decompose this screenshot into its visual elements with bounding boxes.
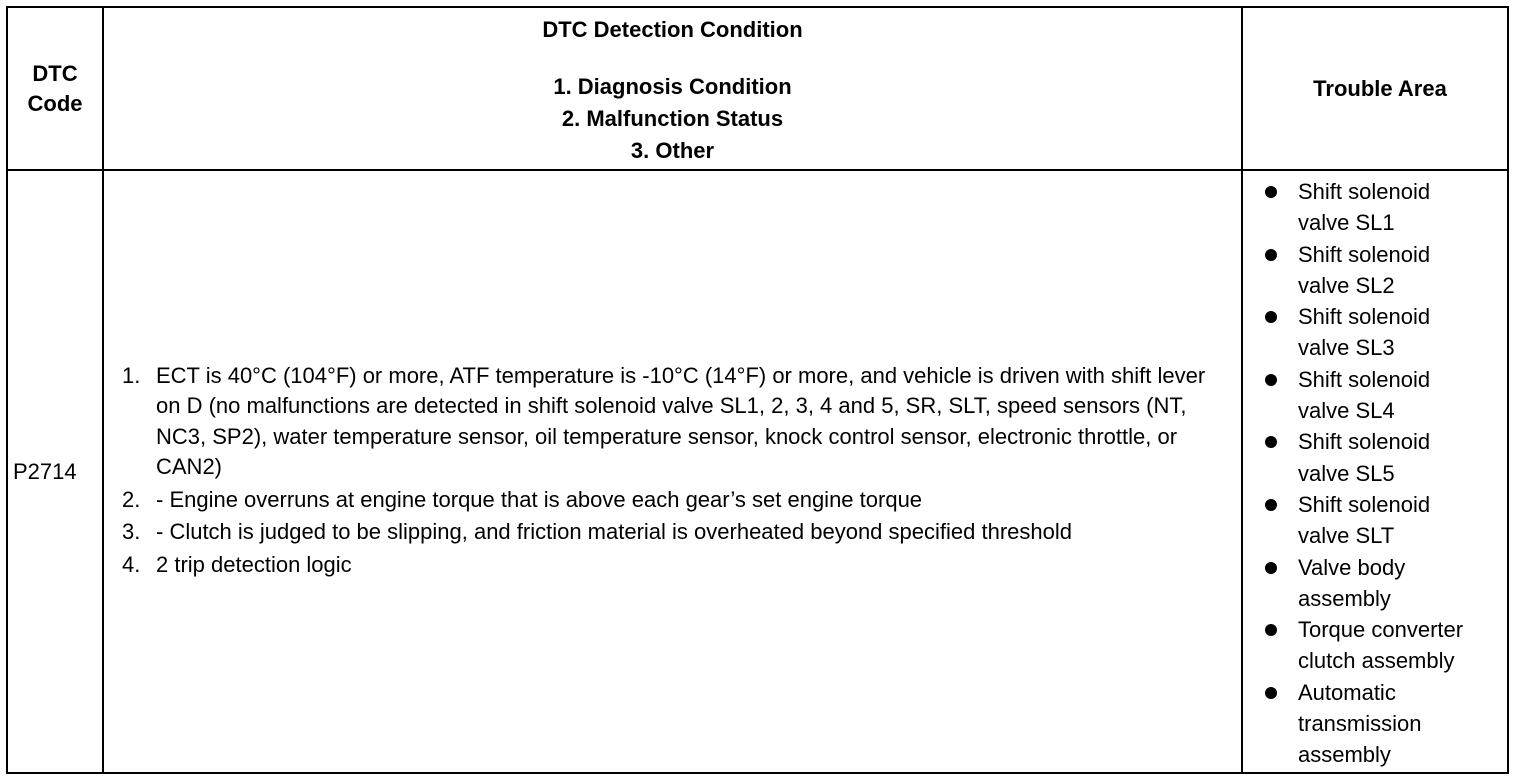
trouble-area-text: Shift solenoid [1298, 491, 1431, 517]
list-item [1263, 677, 1507, 771]
bullet-icon [1265, 374, 1277, 386]
trouble-area-text: clutch assembly [1298, 648, 1455, 674]
trouble-area-text: valve SL3 [1298, 335, 1395, 361]
trouble-area-text: valve SL2 [1298, 272, 1395, 298]
condition-text: ECT is 40°C (104°F) or more, ATF temperature is -10°C (14°F) or more, and vehicle is driven with shift lever on D (no malfunctions are detected in shift solenoid valve SL1, 2, 3, 4 and 5, SR, SLT, speed sensors (NT, NC3, SP2), water temperature sensor, oil temperature sensor, knock control sensor, electronic throttle, or CAN2) [156, 362, 1206, 480]
header-dtc-code-line1: DTC [32, 60, 78, 86]
header-detection-condition [103, 7, 1242, 170]
bullet-icon [1265, 186, 1277, 198]
condition-list [122, 361, 1231, 581]
header-condition-sub-3: 3. Other [630, 138, 715, 163]
trouble-area-text: Shift solenoid [1298, 304, 1431, 330]
condition-text: - Clutch is judged to be slipping, and friction material is overheated beyond specified threshold [156, 519, 1072, 545]
condition-number: 2. [122, 486, 141, 512]
header-condition-sub-2: 2. Malfunction Status [561, 106, 784, 131]
list-item [122, 550, 1231, 581]
condition-number: 4. [122, 551, 141, 577]
list-item [1263, 614, 1507, 677]
header-row [7, 7, 1508, 170]
header-condition-sub-1: 1. Diagnosis Condition [553, 74, 792, 99]
list-item [1263, 176, 1507, 239]
list-item [122, 517, 1231, 548]
list-item [122, 361, 1231, 483]
bullet-icon [1265, 562, 1277, 574]
bullet-icon [1265, 311, 1277, 323]
bullet-icon [1265, 687, 1277, 699]
list-item [1263, 301, 1507, 364]
detection-condition-cell [103, 170, 1242, 773]
list-item [1263, 426, 1507, 489]
bullet-icon [1265, 249, 1277, 261]
list-item [1263, 364, 1507, 427]
dtc-code-cell: P2714 [7, 170, 103, 773]
list-item [1263, 552, 1507, 615]
condition-number: 1. [122, 362, 141, 388]
trouble-area-text: valve SLT [1298, 523, 1395, 549]
trouble-area-text: transmission [1298, 711, 1422, 737]
header-condition-title: DTC Detection Condition [542, 17, 803, 42]
trouble-area-text: Shift solenoid [1298, 366, 1431, 392]
list-item [1263, 489, 1507, 552]
bullet-icon [1265, 436, 1277, 448]
bullet-icon [1265, 624, 1277, 636]
condition-text: 2 trip detection logic [156, 551, 352, 577]
condition-number: 3. [122, 519, 141, 545]
list-item [1263, 239, 1507, 302]
dtc-table [6, 6, 1509, 774]
trouble-area-text: Torque converter [1298, 617, 1464, 643]
trouble-area-cell [1242, 170, 1508, 773]
trouble-area-text: Shift solenoid [1298, 179, 1431, 204]
trouble-area-text: Shift solenoid [1298, 429, 1431, 455]
trouble-area-text: valve SL1 [1298, 210, 1395, 236]
table-row [7, 170, 1508, 773]
header-trouble-area: Trouble Area [1242, 7, 1508, 170]
trouble-area-text: valve SL4 [1298, 398, 1395, 424]
trouble-area-text: assembly [1298, 742, 1391, 768]
trouble-area-text: assembly [1298, 585, 1391, 611]
header-dtc-code [7, 7, 103, 170]
trouble-area-text: valve SL5 [1298, 460, 1395, 486]
list-item [122, 485, 1231, 516]
bullet-icon [1265, 499, 1277, 511]
header-dtc-code-line2: Code [27, 90, 83, 116]
condition-text: - Engine overruns at engine torque that is above each gear’s set engine torque [156, 486, 923, 512]
trouble-area-text: Shift solenoid [1298, 241, 1431, 267]
trouble-area-list [1263, 176, 1507, 771]
trouble-area-text: Automatic [1298, 679, 1396, 705]
trouble-area-text: Valve body [1298, 554, 1406, 580]
